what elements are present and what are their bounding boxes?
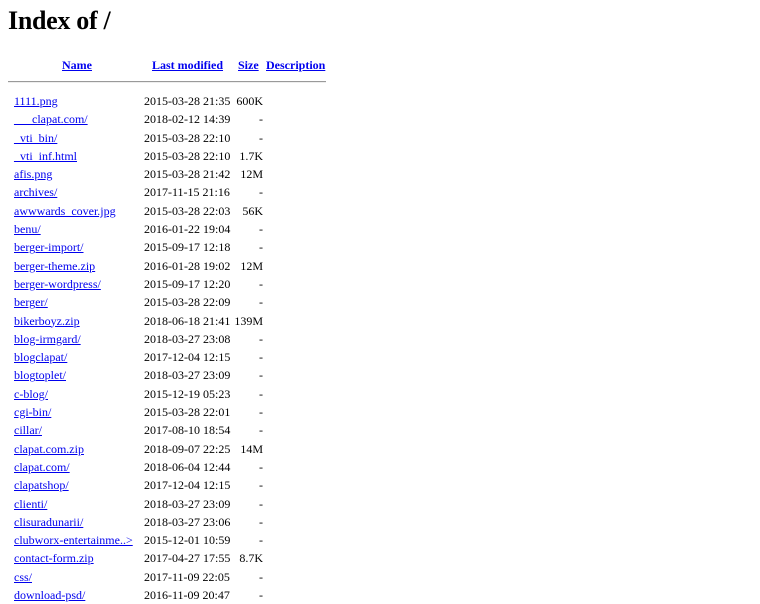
file-link[interactable]: benu/ xyxy=(14,222,41,237)
size-cell: - xyxy=(259,533,263,548)
size-cell: - xyxy=(259,130,263,145)
table-row xyxy=(0,495,340,513)
table-row xyxy=(0,92,340,110)
size-cell: - xyxy=(259,459,263,474)
size-cell: - xyxy=(259,240,263,255)
size-cell: 139M xyxy=(234,313,263,328)
table-row xyxy=(0,220,340,238)
size-cell: - xyxy=(259,222,263,237)
size-cell: - xyxy=(259,276,263,291)
size-cell: - xyxy=(259,514,263,529)
file-link[interactable]: bikerboyz.zip xyxy=(14,313,80,328)
file-link[interactable]: clubworx-entertainme..> xyxy=(14,533,133,548)
file-link[interactable]: _vti_inf.html xyxy=(14,148,77,163)
last-modified-cell: 2015-09-17 12:18 xyxy=(144,240,231,255)
last-modified-cell: 2015-03-28 22:09 xyxy=(144,295,231,310)
size-cell: - xyxy=(259,368,263,383)
file-link[interactable]: cillar/ xyxy=(14,423,42,438)
page-title: Index of / xyxy=(8,6,111,35)
size-cell: - xyxy=(259,386,263,401)
file-link[interactable]: afis.png xyxy=(14,167,53,182)
file-listing xyxy=(0,92,340,604)
file-link[interactable]: ___clapat.com/ xyxy=(14,112,88,127)
file-link[interactable]: blog-irmgard/ xyxy=(14,331,81,346)
last-modified-cell: 2015-03-28 21:35 xyxy=(144,94,231,108)
last-modified-cell: 2015-03-28 22:01 xyxy=(144,405,231,420)
file-link[interactable]: cgi-bin/ xyxy=(14,405,52,420)
last-modified-cell: 2016-01-22 19:04 xyxy=(144,222,231,237)
file-link[interactable]: blogclapat/ xyxy=(14,350,68,365)
file-link[interactable]: clapatshop/ xyxy=(14,478,69,493)
table-row xyxy=(0,549,340,567)
size-cell: - xyxy=(259,569,263,584)
file-link[interactable]: berger-import/ xyxy=(14,240,84,255)
file-link[interactable]: contact-form.zip xyxy=(14,551,94,566)
size-cell: 600K xyxy=(236,94,263,108)
table-row xyxy=(0,586,340,604)
last-modified-cell: 2018-03-27 23:09 xyxy=(144,496,231,511)
table-row xyxy=(0,385,340,403)
size-cell: 56K xyxy=(242,203,263,218)
size-cell: - xyxy=(259,423,263,438)
last-modified-cell: 2018-03-27 23:09 xyxy=(144,368,231,383)
last-modified-cell: 2018-03-27 23:08 xyxy=(144,331,231,346)
sort-by-size-link[interactable]: Size xyxy=(238,58,259,72)
last-modified-cell: 2018-06-18 21:41 xyxy=(144,313,231,328)
last-modified-cell: 2018-03-27 23:06 xyxy=(144,514,231,529)
last-modified-cell: 2017-11-15 21:16 xyxy=(144,185,230,200)
last-modified-cell: 2015-09-17 12:20 xyxy=(144,276,231,291)
file-link[interactable]: 1111.png xyxy=(14,94,58,108)
size-cell: 8.7K xyxy=(239,551,263,566)
table-row xyxy=(0,110,340,128)
table-row xyxy=(0,293,340,311)
sort-by-last-modified-link[interactable]: Last modified xyxy=(152,58,224,72)
last-modified-cell: 2015-03-28 22:10 xyxy=(144,130,231,145)
file-link[interactable]: c-blog/ xyxy=(14,386,48,401)
file-link[interactable]: berger-wordpress/ xyxy=(14,276,101,291)
file-link[interactable]: css/ xyxy=(14,569,32,584)
file-link[interactable]: awwwards_cover.jpg xyxy=(14,203,116,218)
column-header-size xyxy=(238,58,259,72)
table-row xyxy=(0,476,340,494)
size-cell: - xyxy=(259,405,263,420)
size-cell: - xyxy=(259,185,263,200)
size-cell: - xyxy=(259,112,263,127)
last-modified-cell: 2015-12-01 10:59 xyxy=(144,533,231,548)
table-row xyxy=(0,568,340,586)
last-modified-cell: 2016-11-09 20:47 xyxy=(144,588,230,603)
last-modified-cell: 2015-03-28 21:42 xyxy=(144,167,231,182)
last-modified-cell: 2015-12-19 05:23 xyxy=(144,386,231,401)
table-row xyxy=(0,312,340,330)
size-cell: 14M xyxy=(240,441,263,456)
table-row xyxy=(0,440,340,458)
last-modified-cell: 2018-06-04 12:44 xyxy=(144,459,231,474)
table-row xyxy=(0,330,340,348)
size-cell: 12M xyxy=(240,258,263,273)
table-row xyxy=(0,531,340,549)
column-header-name xyxy=(62,58,92,72)
table-row xyxy=(0,458,340,476)
size-cell: 1.7K xyxy=(239,148,263,163)
table-row xyxy=(0,366,340,384)
table-row xyxy=(0,275,340,293)
last-modified-cell: 2016-01-28 19:02 xyxy=(144,258,231,273)
file-link[interactable]: berger-theme.zip xyxy=(14,258,96,273)
size-cell: - xyxy=(259,588,263,603)
size-cell: - xyxy=(259,295,263,310)
file-link[interactable]: clienti/ xyxy=(14,496,48,511)
last-modified-cell: 2017-12-04 12:15 xyxy=(144,478,231,493)
table-row xyxy=(0,129,340,147)
file-link[interactable]: _vti_bin/ xyxy=(14,130,58,145)
header-divider xyxy=(8,81,326,83)
size-cell: - xyxy=(259,331,263,346)
size-cell: - xyxy=(259,350,263,365)
sort-by-name-link[interactable]: Name xyxy=(62,58,92,72)
table-row xyxy=(0,183,340,201)
file-link[interactable]: clapat.com.zip xyxy=(14,441,84,456)
file-link[interactable]: archives/ xyxy=(14,185,58,200)
file-link[interactable]: download-psd/ xyxy=(14,588,86,603)
file-link[interactable]: clisuradunarii/ xyxy=(14,514,84,529)
table-row xyxy=(0,403,340,421)
file-link[interactable]: blogtoplet/ xyxy=(14,368,66,383)
size-cell: - xyxy=(259,478,263,493)
last-modified-cell: 2017-04-27 17:55 xyxy=(144,551,231,566)
last-modified-cell: 2015-03-28 22:10 xyxy=(144,148,231,163)
column-header-description xyxy=(266,58,325,72)
last-modified-cell: 2017-11-09 22:05 xyxy=(144,569,230,584)
last-modified-cell: 2017-12-04 12:15 xyxy=(144,350,231,365)
size-cell: 12M xyxy=(240,167,263,182)
table-row xyxy=(0,513,340,531)
size-cell: - xyxy=(259,496,263,511)
table-row xyxy=(0,257,340,275)
table-row xyxy=(0,348,340,366)
table-row xyxy=(0,421,340,439)
column-header-last-modified xyxy=(152,58,223,72)
last-modified-cell: 2017-08-10 18:54 xyxy=(144,423,231,438)
file-link[interactable]: clapat.com/ xyxy=(14,459,70,474)
table-row xyxy=(0,147,340,165)
table-row xyxy=(0,202,340,220)
file-link[interactable]: berger/ xyxy=(14,295,48,310)
table-row xyxy=(0,165,340,183)
sort-by-description-link[interactable]: Description xyxy=(266,58,326,72)
last-modified-cell: 2015-03-28 22:03 xyxy=(144,203,231,218)
last-modified-cell: 2018-02-12 14:39 xyxy=(144,112,231,127)
table-row xyxy=(0,238,340,256)
last-modified-cell: 2018-09-07 22:25 xyxy=(144,441,231,456)
